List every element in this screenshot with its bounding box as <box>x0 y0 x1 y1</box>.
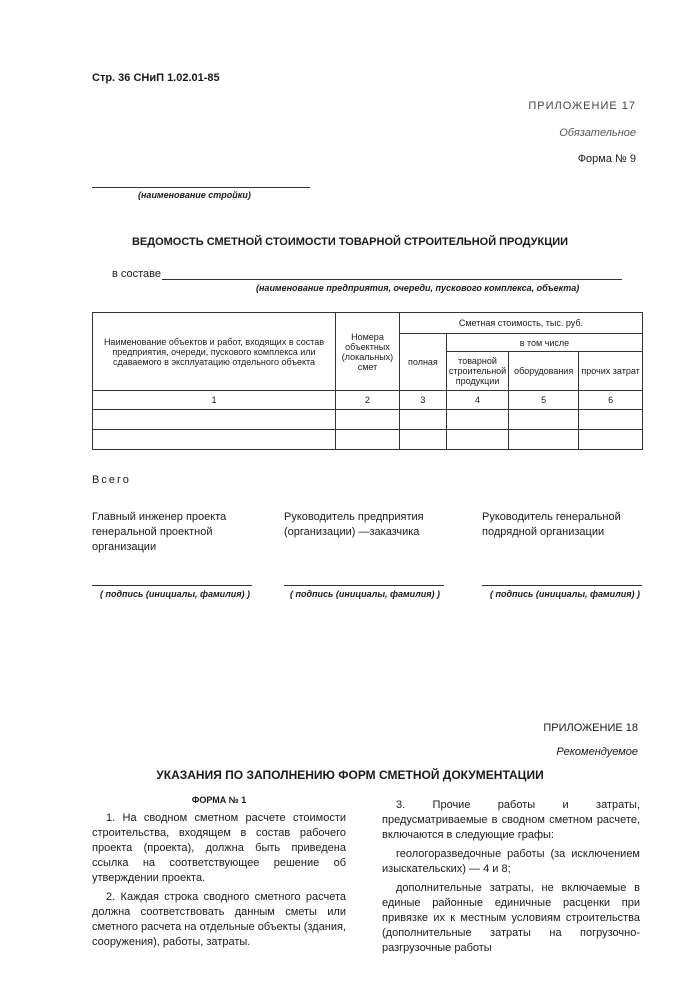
instructions-title: УКАЗАНИЯ ПО ЗАПОЛНЕНИЮ ФОРМ СМЕТНОЙ ДОКУМЕНТАЦИИ <box>156 768 544 782</box>
table-cell <box>336 430 400 450</box>
table-cell <box>446 410 508 430</box>
table-row <box>93 410 643 430</box>
paragraph: геологоразведочные работы (за исключением изыскательских) — 4 и 8; <box>382 848 640 875</box>
paragraph: 3. Прочие работы и затраты, предусматриваемые в сводном сметном расчете, включаются в следующие графы: <box>382 799 640 841</box>
table-cell <box>336 410 400 430</box>
signature-caption: ( подпись (инициалы, фамилия) ) <box>490 589 641 599</box>
column-number: 5 <box>509 391 579 410</box>
table-cell <box>93 410 336 430</box>
cost-statement-table <box>92 312 643 450</box>
signature-role-chief-engineer: Главный инженер проекта генеральной проектной организации <box>92 511 227 553</box>
table-cell <box>509 410 579 430</box>
column-number: 4 <box>446 391 508 410</box>
table-cell <box>509 430 579 450</box>
column-number: 6 <box>579 391 643 410</box>
table-row <box>93 430 643 450</box>
signature-role-contractor-head: Руководитель генеральной подрядной организации <box>482 511 621 538</box>
signature-line <box>482 585 642 586</box>
header-estimate-numbers: Номера объектных (локальных) смет <box>336 313 400 391</box>
appendix-18-label: ПРИЛОЖЕНИЕ 18 <box>543 722 638 734</box>
statement-title: ВЕДОМОСТЬ СМЕТНОЙ СТОИМОСТИ ТОВАРНОЙ СТРОИТЕЛЬНОЙ ПРОДУКЦИИ <box>131 236 569 248</box>
header-objects: Наименование объектов и работ, входящих в состав предприятия, очереди, пускового комплекса или сдаваемого в эксплуатацию отдельного объекта <box>93 313 336 391</box>
header-cost: Сметная стоимость, тыс. руб. <box>399 313 642 334</box>
left-text-column <box>92 811 346 954</box>
table-cell <box>579 410 643 430</box>
right-text-column <box>382 798 640 960</box>
appendix-17-label: ПРИЛОЖЕНИЕ 17 <box>528 100 636 112</box>
appendix-18-status: Рекомендуемое <box>556 746 638 758</box>
column-number: 2 <box>336 391 400 410</box>
paragraph: 1. На сводном сметном расчете стоимости строительства, входящем в состав рабочего проекта (проекта), должна быть приведена ссылка на соответствующее решение об утверждении проекта. <box>92 812 346 884</box>
form-number: Форма № 9 <box>577 153 636 165</box>
column-numbers-row <box>93 391 643 410</box>
total-label: Всего <box>92 474 131 486</box>
table-cell <box>399 410 446 430</box>
signature-role-customer-head: Руководитель предприятия (организации) —заказчика <box>284 511 424 538</box>
construction-name-line <box>92 187 310 188</box>
page-reference: Стр. 36 СНиП 1.02.01-85 <box>92 72 220 84</box>
signature-caption: ( подпись (инициалы, фамилия) ) <box>290 589 441 599</box>
appendix-17-status: Обязательное <box>559 127 636 139</box>
header-total: полная <box>399 334 446 391</box>
column-number: 3 <box>399 391 446 410</box>
composition-label: в составе <box>112 268 162 280</box>
table-cell <box>399 430 446 450</box>
signature-caption: ( подпись (инициалы, фамилия) ) <box>100 589 251 599</box>
table-cell <box>579 430 643 450</box>
paragraph: 2. Каждая строка сводного сметного расчета должна соответствовать данным сметы или сметного расчета на отдельные объекты (здания, сооружения), работы, затраты. <box>92 891 346 948</box>
signature-line <box>92 585 252 586</box>
header-construction-products: товарной строительной продукции <box>446 352 508 391</box>
form-1-heading: ФОРМА № 1 <box>191 795 247 805</box>
header-other-costs: прочих затрат <box>579 352 643 391</box>
paragraph: дополнительные затраты, не включаемые в единые районные единичные расценки при привязке их к местным условиям строительства (дополнительные затраты на погрузочно-разгрузочные работы <box>382 882 640 954</box>
table-cell <box>446 430 508 450</box>
column-number: 1 <box>93 391 336 410</box>
header-equipment: оборудования <box>509 352 579 391</box>
composition-line <box>162 279 622 280</box>
header-including: в том числе <box>446 334 642 352</box>
composition-caption: (наименование предприятия, очереди, пускового комплекса, объекта) <box>256 283 580 293</box>
table-cell <box>93 430 336 450</box>
signature-line <box>284 585 444 586</box>
construction-caption: (наименование стройки) <box>138 190 251 200</box>
